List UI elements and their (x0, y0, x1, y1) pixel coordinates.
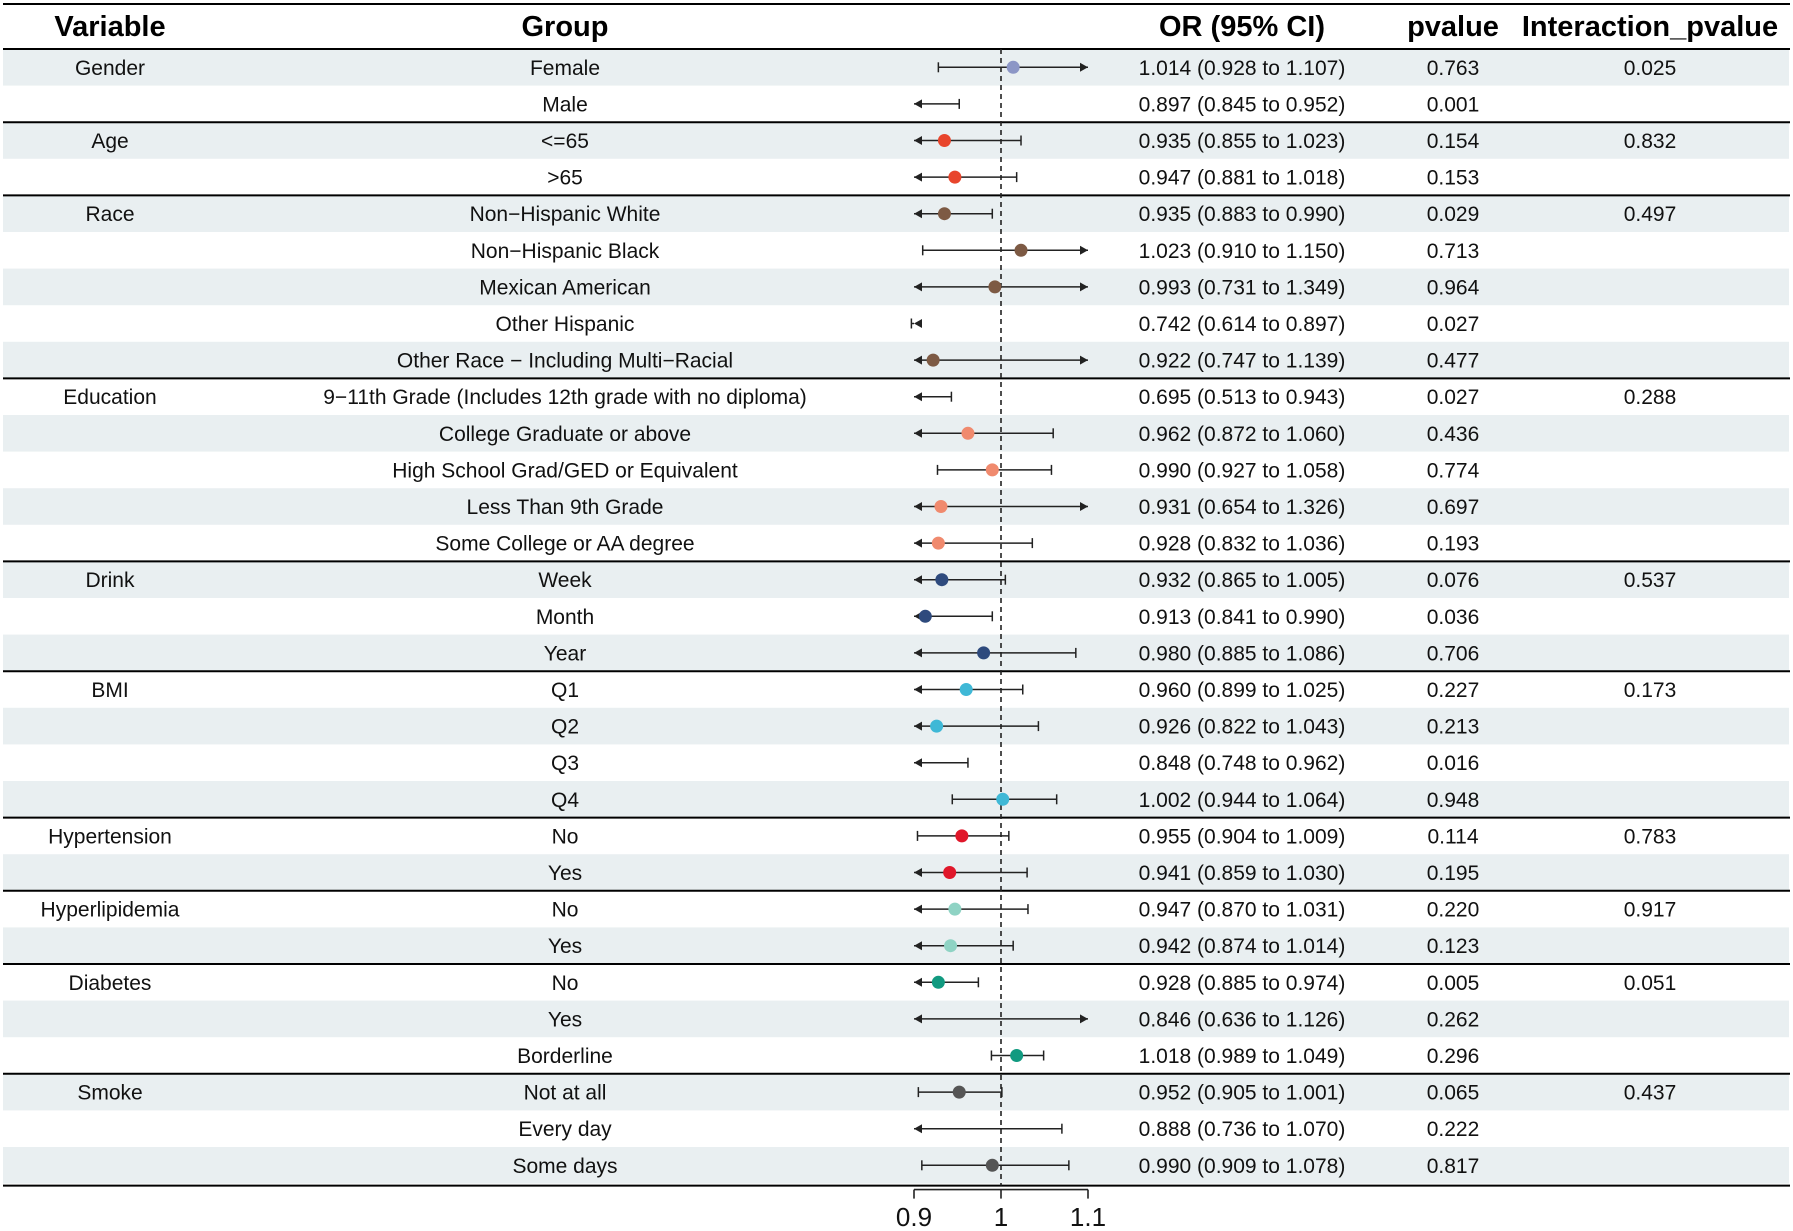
row-or-ci-text: 0.932 (0.865 to 1.005) (1138, 569, 1346, 593)
row-variable-label: Gender (74, 56, 146, 80)
row-band (3, 927, 1789, 964)
point-estimate (938, 207, 951, 220)
point-estimate (986, 1159, 999, 1172)
point-estimate (944, 939, 957, 952)
row-or-ci-text: 0.960 (0.899 to 1.025) (1138, 679, 1346, 702)
row-group-label: Non−Hispanic White (469, 203, 661, 227)
row-band (3, 488, 1789, 525)
row-interaction-pvalue: 0.497 (1623, 203, 1677, 227)
x-tick-label: 1.1 (1069, 1202, 1107, 1231)
row-group-label: Yes (547, 862, 583, 885)
forest-row (48, 825, 1676, 848)
row-pvalue: 0.154 (1426, 130, 1480, 153)
row-group-label: Male (542, 93, 588, 117)
row-or-ci-text: 0.993 (0.731 to 1.349) (1138, 276, 1346, 300)
row-band (3, 195, 1789, 232)
row-group-label: Not at all (523, 1081, 607, 1105)
row-group-label: Other Race − Including Multi−Racial (396, 349, 734, 373)
row-group-label: Year (543, 642, 587, 666)
row-variable-label: Hypertension (48, 825, 172, 849)
row-pvalue: 0.029 (1426, 203, 1480, 227)
row-or-ci-text: 0.848 (0.748 to 0.962) (1138, 752, 1346, 776)
ci-left-arrow (914, 685, 922, 694)
ci-left-arrow (914, 173, 922, 182)
row-band (3, 415, 1789, 452)
row-interaction-pvalue: 0.025 (1623, 56, 1677, 80)
row-or-ci-text: 0.888 (0.736 to 1.070) (1138, 1118, 1346, 1142)
x-axis (896, 1202, 1106, 1231)
row-group-label: Q3 (550, 752, 580, 776)
forest-row (551, 752, 1479, 775)
forest-row (41, 899, 1677, 922)
row-variable-label: Diabetes (68, 971, 152, 995)
point-estimate (935, 573, 948, 586)
ci-left-arrow (914, 978, 922, 987)
row-group-label: Q1 (550, 679, 580, 702)
row-group-label: College Graduate or above (438, 422, 692, 446)
forest-row (517, 1045, 1479, 1068)
point-estimate (932, 976, 945, 989)
row-pvalue: 0.076 (1426, 569, 1480, 593)
row-pvalue: 0.713 (1426, 239, 1480, 263)
header-variable: Variable (54, 11, 166, 43)
row-or-ci-text: 0.935 (0.855 to 1.023) (1138, 130, 1346, 153)
row-or-ci-text: 1.023 (0.910 to 1.150) (1138, 239, 1346, 263)
table-header (54, 11, 1778, 43)
row-pvalue: 0.153 (1426, 166, 1480, 190)
point-estimate (988, 280, 1001, 293)
point-estimate (960, 683, 973, 696)
point-estimate (961, 427, 974, 440)
row-or-ci-text: 0.990 (0.909 to 1.078) (1138, 1154, 1346, 1178)
row-or-ci-text: 0.846 (0.636 to 1.126) (1138, 1008, 1346, 1032)
point-estimate (1015, 244, 1028, 257)
row-pvalue: 0.774 (1426, 459, 1480, 483)
row-group-label: High School Grad/GED or Equivalent (392, 459, 738, 483)
point-estimate (953, 1086, 966, 1099)
row-interaction-pvalue: 0.051 (1623, 971, 1677, 995)
row-group-label: Borderline (517, 1045, 613, 1068)
row-band (3, 1001, 1789, 1038)
row-or-ci-text: 0.947 (0.881 to 1.018) (1138, 166, 1346, 190)
row-or-ci-text: 0.928 (0.832 to 1.036) (1138, 532, 1346, 556)
row-group-label: No (551, 898, 579, 922)
point-estimate (986, 463, 999, 476)
header-or: OR (95% CI) (1159, 11, 1325, 43)
x-tick-label: 1 (993, 1202, 1009, 1231)
row-interaction-pvalue: 0.437 (1623, 1081, 1677, 1105)
row-group-label: Non−Hispanic Black (470, 239, 660, 263)
forest-row (69, 972, 1677, 995)
point-estimate (955, 829, 968, 842)
row-or-ci-text: 0.980 (0.885 to 1.086) (1138, 642, 1346, 666)
row-band (3, 1074, 1789, 1111)
ci-right-arrow (1080, 246, 1088, 255)
point-estimate (927, 354, 940, 367)
row-pvalue: 0.436 (1426, 422, 1480, 446)
row-or-ci-text: 0.935 (0.883 to 0.990) (1138, 203, 1346, 227)
row-pvalue: 0.195 (1426, 862, 1480, 885)
row-band (3, 854, 1789, 891)
row-band (3, 561, 1789, 598)
forest-row (471, 240, 1480, 263)
point-estimate (1010, 1049, 1023, 1062)
row-or-ci-text: 0.962 (0.872 to 1.060) (1138, 422, 1346, 446)
row-group-label: Q2 (550, 715, 580, 739)
row-pvalue: 0.697 (1426, 496, 1480, 519)
ci-left-arrow (914, 1124, 922, 1133)
point-estimate (996, 793, 1009, 806)
point-estimate (948, 171, 961, 184)
row-band (3, 122, 1789, 159)
ci-left-arrow (914, 905, 922, 914)
row-band (3, 342, 1789, 379)
ci-left-arrow (914, 319, 922, 328)
row-interaction-pvalue: 0.173 (1623, 679, 1677, 702)
row-group-label: >65 (547, 166, 583, 190)
row-group-label: Some College or AA degree (435, 532, 695, 556)
row-variable-label: Age (91, 130, 129, 153)
row-interaction-pvalue: 0.537 (1623, 569, 1677, 593)
row-interaction-pvalue: 0.783 (1623, 825, 1677, 849)
row-group-label: Month (535, 605, 595, 629)
row-or-ci-text: 0.922 (0.747 to 1.139) (1138, 349, 1346, 373)
row-pvalue: 0.477 (1426, 349, 1480, 373)
row-or-ci-text: 0.928 (0.885 to 0.974) (1138, 971, 1346, 995)
point-estimate (977, 646, 990, 659)
row-variable-label: Race (85, 203, 135, 227)
row-variable-label: Hyperlipidemia (40, 898, 180, 922)
forest-row (542, 93, 1479, 116)
row-pvalue: 0.706 (1426, 642, 1480, 666)
point-estimate (919, 610, 932, 623)
row-pvalue: 0.123 (1426, 935, 1480, 959)
header-group: Group (521, 11, 609, 43)
row-group-label: Female (529, 56, 601, 80)
forest-row (536, 606, 1479, 629)
forest-row (547, 167, 1479, 190)
forest-row (518, 1118, 1479, 1141)
point-estimate (943, 866, 956, 879)
row-pvalue: 0.065 (1426, 1081, 1480, 1105)
row-or-ci-text: 0.695 (0.513 to 0.943) (1138, 386, 1346, 410)
row-pvalue: 0.213 (1426, 715, 1480, 739)
point-estimate (938, 134, 951, 147)
forest-row (91, 679, 1676, 702)
row-band (3, 1147, 1789, 1184)
row-group-label: Yes (547, 1008, 583, 1032)
row-or-ci-text: 0.947 (0.870 to 1.031) (1138, 898, 1346, 922)
forest-row (435, 533, 1479, 556)
row-variable-label: Smoke (77, 1081, 143, 1105)
forest-row (496, 313, 1480, 336)
row-bands (3, 49, 1789, 1184)
row-or-ci-text: 0.952 (0.905 to 1.001) (1138, 1081, 1346, 1105)
row-group-label: No (551, 825, 579, 849)
row-group-label: 9−11th Grade (Includes 12th grade with no diploma) (323, 386, 807, 410)
row-pvalue: 0.220 (1426, 898, 1480, 922)
row-or-ci-text: 1.014 (0.928 to 1.107) (1138, 56, 1346, 80)
row-group-label: No (551, 971, 579, 995)
forest-row (392, 459, 1479, 482)
x-tick-label: 0.9 (895, 1202, 933, 1231)
row-group-label: Week (538, 569, 592, 593)
row-or-ci-text: 1.018 (0.989 to 1.049) (1138, 1045, 1346, 1068)
row-pvalue: 0.036 (1426, 605, 1480, 629)
row-or-ci-text: 0.955 (0.904 to 1.009) (1138, 825, 1346, 849)
row-pvalue: 0.296 (1426, 1045, 1480, 1068)
row-interaction-pvalue: 0.288 (1623, 386, 1677, 410)
row-group-label: Less Than 9th Grade (466, 496, 664, 519)
row-pvalue: 0.964 (1426, 276, 1480, 300)
row-or-ci-text: 0.941 (0.859 to 1.030) (1138, 862, 1346, 885)
row-interaction-pvalue: 0.832 (1623, 130, 1677, 153)
row-group-label: Yes (547, 935, 583, 959)
row-variable-label: BMI (91, 679, 129, 702)
row-variable-label: Drink (85, 569, 135, 593)
row-or-ci-text: 0.742 (0.614 to 0.897) (1138, 313, 1346, 336)
row-group-label: Every day (518, 1118, 612, 1142)
point-estimate (934, 500, 947, 513)
row-pvalue: 0.193 (1426, 532, 1480, 556)
row-interaction-pvalue: 0.917 (1623, 898, 1677, 922)
row-or-ci-text: 0.931 (0.654 to 1.326) (1138, 496, 1346, 519)
header-interaction-pvalue: Interaction_pvalue (1521, 11, 1779, 43)
row-pvalue: 0.817 (1426, 1154, 1480, 1178)
ci-left-arrow (914, 392, 922, 401)
row-or-ci-text: 0.897 (0.845 to 0.952) (1138, 93, 1346, 117)
row-pvalue: 0.262 (1426, 1008, 1480, 1032)
row-pvalue: 0.763 (1426, 56, 1480, 80)
row-group-label: Some days (512, 1154, 618, 1178)
row-band (3, 635, 1789, 672)
point-estimate (932, 537, 945, 550)
row-pvalue: 0.114 (1427, 825, 1479, 849)
row-band (3, 781, 1789, 818)
row-pvalue: 0.016 (1426, 752, 1480, 776)
row-or-ci-text: 0.913 (0.841 to 0.990) (1138, 605, 1346, 629)
row-or-ci-text: 0.990 (0.927 to 1.058) (1138, 459, 1346, 483)
row-pvalue: 0.027 (1426, 386, 1480, 410)
ci-left-arrow (914, 99, 922, 108)
row-pvalue: 0.005 (1426, 971, 1480, 995)
row-band (3, 49, 1789, 86)
row-band (3, 708, 1789, 745)
row-group-label: Q4 (550, 788, 580, 812)
row-pvalue: 0.227 (1426, 679, 1480, 702)
ci-left-arrow (914, 539, 922, 548)
row-group-label: <=65 (541, 130, 589, 153)
row-pvalue: 0.027 (1426, 313, 1480, 336)
ci-left-arrow (914, 758, 922, 767)
point-estimate (930, 720, 943, 733)
row-pvalue: 0.222 (1426, 1118, 1480, 1142)
point-estimate (1007, 61, 1020, 74)
row-pvalue: 0.001 (1426, 93, 1480, 117)
row-group-label: Mexican American (479, 276, 651, 300)
row-variable-label: Education (63, 386, 157, 410)
row-or-ci-text: 0.942 (0.874 to 1.014) (1138, 935, 1346, 959)
row-pvalue: 0.948 (1426, 788, 1480, 812)
row-group-label: Other Hispanic (495, 313, 635, 336)
forest-row (63, 386, 1676, 409)
row-band (3, 269, 1789, 306)
header-pvalue: pvalue (1407, 11, 1499, 43)
point-estimate (948, 903, 961, 916)
row-or-ci-text: 0.926 (0.822 to 1.043) (1138, 715, 1346, 739)
row-or-ci-text: 1.002 (0.944 to 1.064) (1138, 788, 1346, 812)
